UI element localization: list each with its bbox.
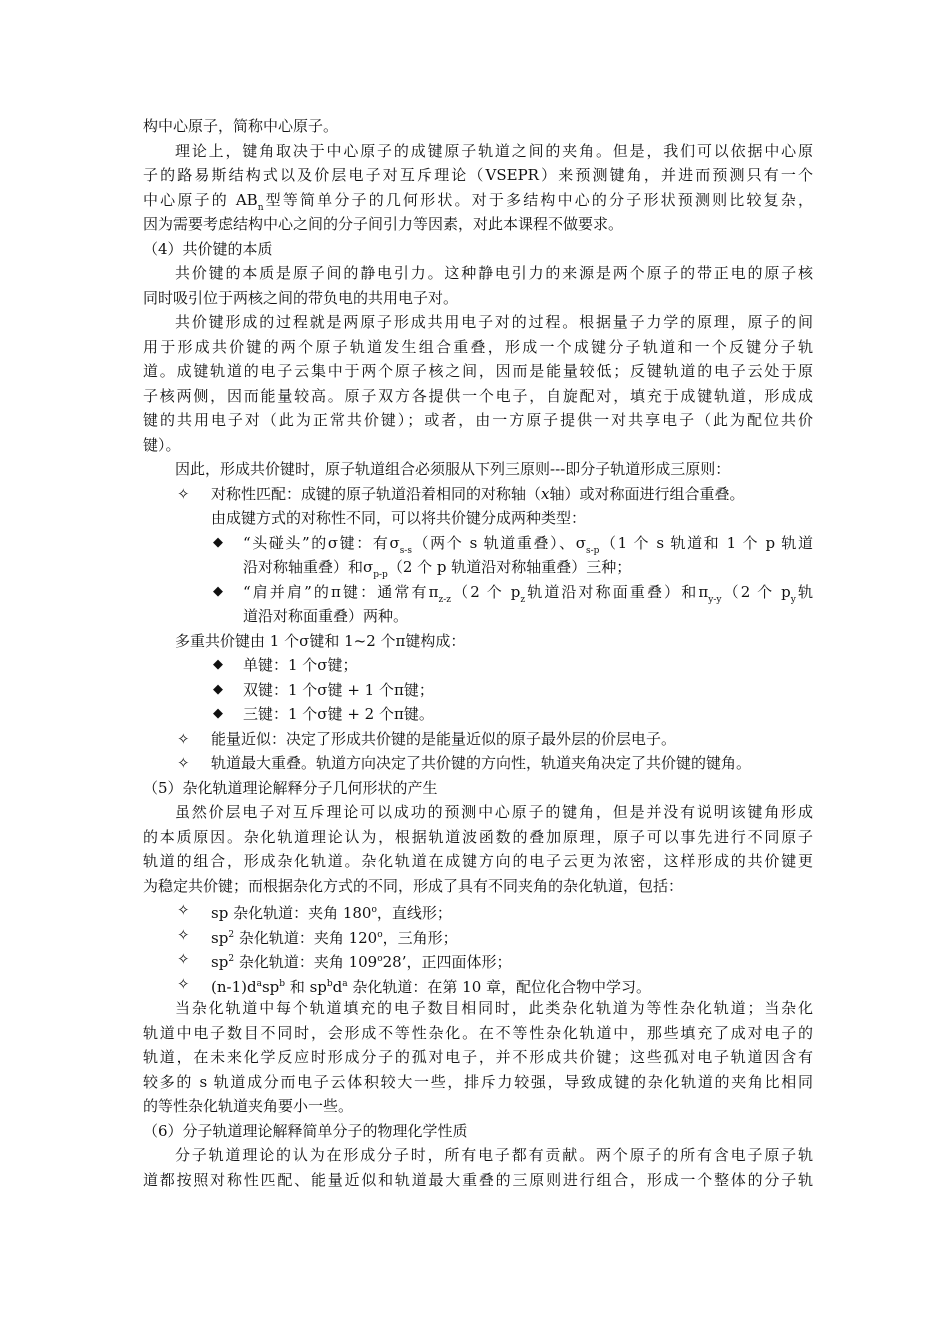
list-item: ✧ 能量近似：决定了形成共价键的是能量近似的原子最外层的价层电子。 <box>143 727 813 752</box>
text-line: 键）。 <box>143 435 181 454</box>
text-line: 子核两侧，因而能量较高。原子双方各提供一个电子，自旋配对，填充于成键轨道，形成成 <box>143 386 813 405</box>
text-line: 理论上，键角取决于中心原子的成键原子轨道之间的夹角。但是，我们可以依据中心原 <box>175 141 813 160</box>
text-line: 为稳定共价键；而根据杂化方式的不同，形成了具有不同夹角的杂化轨道，包括： <box>143 876 684 895</box>
text-line: 用于形成共价键的两个原子轨道发生组合重叠，形成一个成键分子轨道和一个反键分子轨 <box>143 337 813 356</box>
list-item: ✧ 轨道最大重叠。轨道方向决定了共价键的方向性，轨道夹角决定了共价键的键角。 <box>143 751 813 776</box>
text-line: 共价键的本质是原子间的静电引力。这种静电引力的来源是两个原子的带正电的原子核 <box>175 264 813 282</box>
solid-diamond-icon: ◆ <box>213 657 223 672</box>
hollow-diamond-icon: ✧ <box>177 754 190 772</box>
list-item: ◆ 双键：1 个σ键 + 1 个π键； <box>143 678 813 703</box>
text-line: 虽然价层电子对互斥理论可以成功的预测中心原子的键角，但是并没有说明该键角形成 <box>175 803 813 821</box>
hollow-diamond-icon: ✧ <box>177 729 190 748</box>
text-line: 轨道的组合，形成杂化轨道。杂化轨道在成键方向的电子云更为浓密，这样形成的共价键更 <box>143 852 813 870</box>
solid-diamond-icon: ◆ <box>213 706 223 721</box>
list-item: ◆ “头碰头”的σ键：有$\sigma_{s-s}$（两个 s 轨道重叠）、$\sigma_{s-p}(1$ 个 s 轨道和 1 个 p 轨道 <box>143 531 813 556</box>
text-line: 同时吸引位于两核之间的带负电的共用电子对。 <box>143 288 459 307</box>
text-line: 轨道，在未来化学反应时形成分子的孤对电子，并不形成共价键；这些孤对电子轨道因含有 <box>143 1048 813 1066</box>
text-line: 沿对称轴重叠）和$\sigma_{p-p}(2$ 个 p 轨道沿对称轴重叠）三种； <box>243 558 632 580</box>
solid-diamond-icon: ◆ <box>213 583 223 599</box>
list-item: ✧ sp 杂化轨道：夹角 180$^o$，直线形； <box>143 898 813 923</box>
solid-diamond-icon: ◆ <box>213 534 223 550</box>
hollow-diamond-icon: ✧ <box>177 974 190 993</box>
section-heading: （6）分子轨道理论解释简单分子的物理化学性质 <box>143 1121 468 1140</box>
hollow-diamond-icon: ✧ <box>177 925 190 944</box>
text-line: 子的路易斯结构式以及价层电子对互斥理论（VSEPR）来预测键角，并进而预测只有一个 <box>143 166 813 184</box>
text-line: 多重共价键由 1 个σ键和 1~2 个π键构成： <box>175 631 466 650</box>
text-line: 较多的 s 轨道成分而电子云体积较大一些，排斥力较强，导致成键的杂化轨道的夹角比相同 <box>143 1072 813 1091</box>
solid-diamond-icon: ◆ <box>213 681 223 697</box>
text-line: 分子轨道理论的认为在形成分子时，所有电子都有贡献。两个原子的所有含电子原子轨 <box>175 1146 813 1164</box>
hollow-diamond-icon: ✧ <box>177 950 190 968</box>
text-line: 轨道中电子数目不同时，会形成不等性杂化。在不等性杂化轨道中，那些填充了成对电子的 <box>143 1023 813 1042</box>
section-heading: （5）杂化轨道理论解释分子几何形状的产生 <box>143 778 438 797</box>
list-item: ✧ $(n-1)d^asp^b$ 和 $sp^bd^a$ 杂化轨道：在第 10 章，配位化合物中学习。 <box>143 972 813 997</box>
text-line: 的本质原因。杂化轨道理论认为，根据轨道波函数的叠加原理，原子可以事先进行不同原子 <box>143 827 813 846</box>
text-line: 因为需要考虑结构中心之间的分子间引力等因素，对此本课程不做要求。 <box>143 215 624 233</box>
text-line: 道沿对称面重叠）两种。 <box>243 607 409 625</box>
document-body <box>143 114 813 1192</box>
list-item: ✧ $sp^2$ 杂化轨道：夹角 120$^o$，三角形； <box>143 923 813 948</box>
list-item: ◆ “肩并肩”的π键：通常有$\pi_{z-z}(2$ 个 $p_z$轨道沿对称面重叠）和$\pi_{y-y}(2$ 个 $p_y$轨 <box>143 580 813 605</box>
text-line: 的等性杂化轨道夹角要小一些。 <box>143 1097 354 1115</box>
section-heading: （4）共价键的本质 <box>143 239 273 258</box>
text-line: 由成键方式的对称性不同，可以将共价键分成两种类型： <box>211 509 587 527</box>
list-item: ◆ 三键：1 个σ键 + 2 个π键。 <box>143 702 813 727</box>
list-item: ✧ 对称性匹配：成键的原子轨道沿着相同的对称轴（x轴）或对称面进行组合重叠。 <box>143 482 813 507</box>
hollow-diamond-icon: ✧ <box>177 484 190 503</box>
text-line: 构中心原子，简称中心原子。 <box>143 117 339 135</box>
text-line: 道都按照对称性匹配、能量近似和轨道最大重叠的三原则进行组合，形成一个整体的分子轨 <box>143 1170 813 1189</box>
hollow-diamond-icon: ✧ <box>177 901 190 919</box>
list-item: ✧ $sp^2$ 杂化轨道：夹角 109$^o$28’，正四面体形； <box>143 947 813 972</box>
text-line: 共价键形成的过程就是两原子形成共用电子对的过程。根据量子力学的原理，原子的间 <box>175 313 813 331</box>
text-line: 当杂化轨道中每个轨道填充的电子数目相同时，此类杂化轨道为等性杂化轨道；当杂化 <box>175 999 813 1017</box>
text-line: 因此，形成共价键时，原子轨道组合必须服从下列三原则---即分子轨道形成三原则： <box>175 460 731 478</box>
text-line: 中心原子的 $AB_n$型等简单分子的几何形状。对于多结构中心的分子形状预测则比较复杂， <box>143 190 813 213</box>
list-item: ◆ 单键：1 个σ键； <box>143 653 813 678</box>
text-line: 道。成键轨道的电子云集中于两个原子核之间，因而是能量较低；反键轨道的电子云处于原 <box>143 362 813 380</box>
text-line: 键的共用电子对（此为正常共价键）；或者，由一方原子提供一对共享电子（此为配位共价 <box>143 411 813 429</box>
